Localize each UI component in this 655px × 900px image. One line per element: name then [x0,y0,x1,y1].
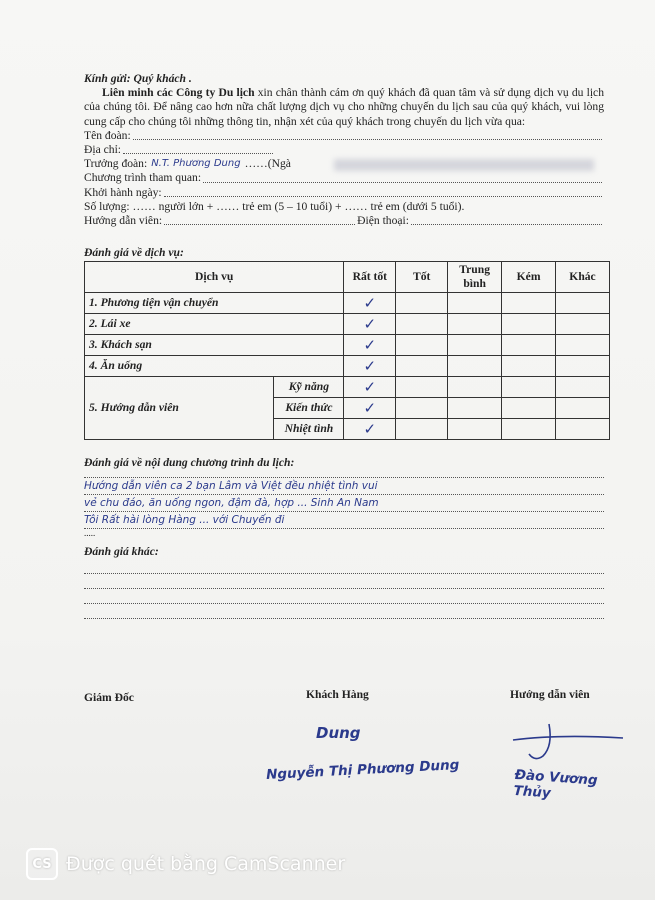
director-label: Giám Đốc [84,691,134,704]
guide-phone-line [84,214,604,228]
checkmark-icon: ✓ [344,356,396,377]
intro-text: xin chân thành cám ơn quý khách đã quan tâm và sử dụng dịch vụ du lịch của chúng tôi. Để nâng cao hơn nữa chất lượng dịch vụ cho những chuyến du lịch sau của quý khách, vui lòng cung cấp cho chúng tôi những thông tin, nhận xét của quý khách trong chuyến du lịch vừa qua: [84,86,604,128]
header-average: Trung bình [448,262,502,293]
program-blank [203,171,602,182]
checkmark-icon: ✓ [344,293,396,314]
leader-label: Trưởng đoàn: [84,157,148,171]
customer-full-name: Nguyễn Thị Phương Dung [265,756,460,784]
quantity-text: Số lượng: …… người lớn + …… trẻ em (5 – 10 tuổi) + …… trẻ em (dưới 5 tuổi). [84,199,465,213]
camscanner-logo-icon: CS [26,848,58,880]
table-row [85,335,610,356]
row-label: 4. Ăn uống [85,356,344,377]
table-row [85,314,610,335]
program-eval-title: Đánh giá về nội dung chương trình du lịch: [84,456,295,470]
program-line [84,171,604,185]
address-line [84,143,604,157]
phone-blank [411,214,602,225]
leader-handwriting: N.T. Phương Dung [151,158,241,170]
service-eval-table [84,261,610,440]
comment-line: vẻ chu đáo, ăn uống ngon, đậm đà, hợp ... Sinh An Nam [84,495,604,512]
leader-line: Trưởng đoàn: N.T. Phương Dung …… (Ngà [84,157,604,171]
header-very-good: Rất tốt [344,262,396,293]
guide-sign-label: Hướng dẫn viên [510,688,590,701]
greeting: Kính gửi: Quý khách . [84,72,192,85]
redacted-blur [334,159,594,171]
camscanner-watermark [26,848,345,880]
other-line [84,574,604,589]
other-line [84,559,604,574]
sub-label: Kiến thức [274,398,344,419]
comment-line: Tôi Rất hài lòng Hàng ... với Chuyến đi [84,512,604,529]
watermark-text: Được quét bằng CamScanner [66,853,346,875]
comment-blank-line [84,471,604,478]
sub-label: Nhiệt tình [274,419,344,440]
checkmark-icon: ✓ [344,314,396,335]
customer-signature: Dung [316,724,361,742]
group-name-line [84,129,604,143]
checkmark-icon: ✓ [344,398,396,419]
header-other: Khác [556,262,610,293]
row-label: 3. Khách sạn [85,335,344,356]
table-header-row [85,262,610,293]
table-row [85,356,610,377]
checkmark-icon: ✓ [344,377,396,398]
checkmark-icon: ✓ [344,419,396,440]
quantity-line [84,200,604,214]
row-label: 1. Phương tiện vận chuyển [85,293,344,314]
guide-blank [164,214,355,225]
intro-paragraph [84,86,604,129]
departure-label: Khởi hành ngày: [84,185,162,199]
guide-full-name: Đào Vương Thủy [512,766,599,802]
row-label: 2. Lái xe [85,314,344,335]
feedback-form [84,72,604,619]
program-label: Chương trình tham quan: [84,171,202,185]
group-name-blank [133,129,602,140]
header-good: Tốt [396,262,448,293]
sub-label: Kỹ năng [274,377,344,398]
other-line [84,589,604,604]
service-eval-title: Đánh giá về dịch vụ: [84,246,184,260]
dots-remainder: ..... [84,527,96,538]
guide-label: Hướng dẫn viên: [84,214,163,228]
header-poor: Kém [502,262,556,293]
address-label: Địa chỉ: [84,143,122,157]
table-row [85,293,610,314]
phone-label: Điện thoại: [357,214,409,228]
row-label-guide: 5. Hướng dẫn viên [85,377,274,440]
leader-suffix: (Ngà [267,157,291,171]
table-row [85,377,610,398]
comment-line: Hướng dẫn viên ca 2 bạn Lâm và Việt đều nhiệt tình vui [84,478,604,495]
customer-label: Khách Hàng [306,688,369,701]
group-name-label: Tên đoàn: [84,128,131,142]
other-eval-title: Đánh giá khác: [84,544,159,558]
header-service: Dịch vụ [85,262,344,293]
other-line [84,604,604,619]
checkmark-icon: ✓ [344,335,396,356]
address-blank [123,143,273,154]
guide-signature-icon [509,716,629,766]
departure-line [84,186,604,200]
intro-org-name: Liên minh các Công ty Du lịch [102,86,255,100]
departure-blank [164,186,602,197]
